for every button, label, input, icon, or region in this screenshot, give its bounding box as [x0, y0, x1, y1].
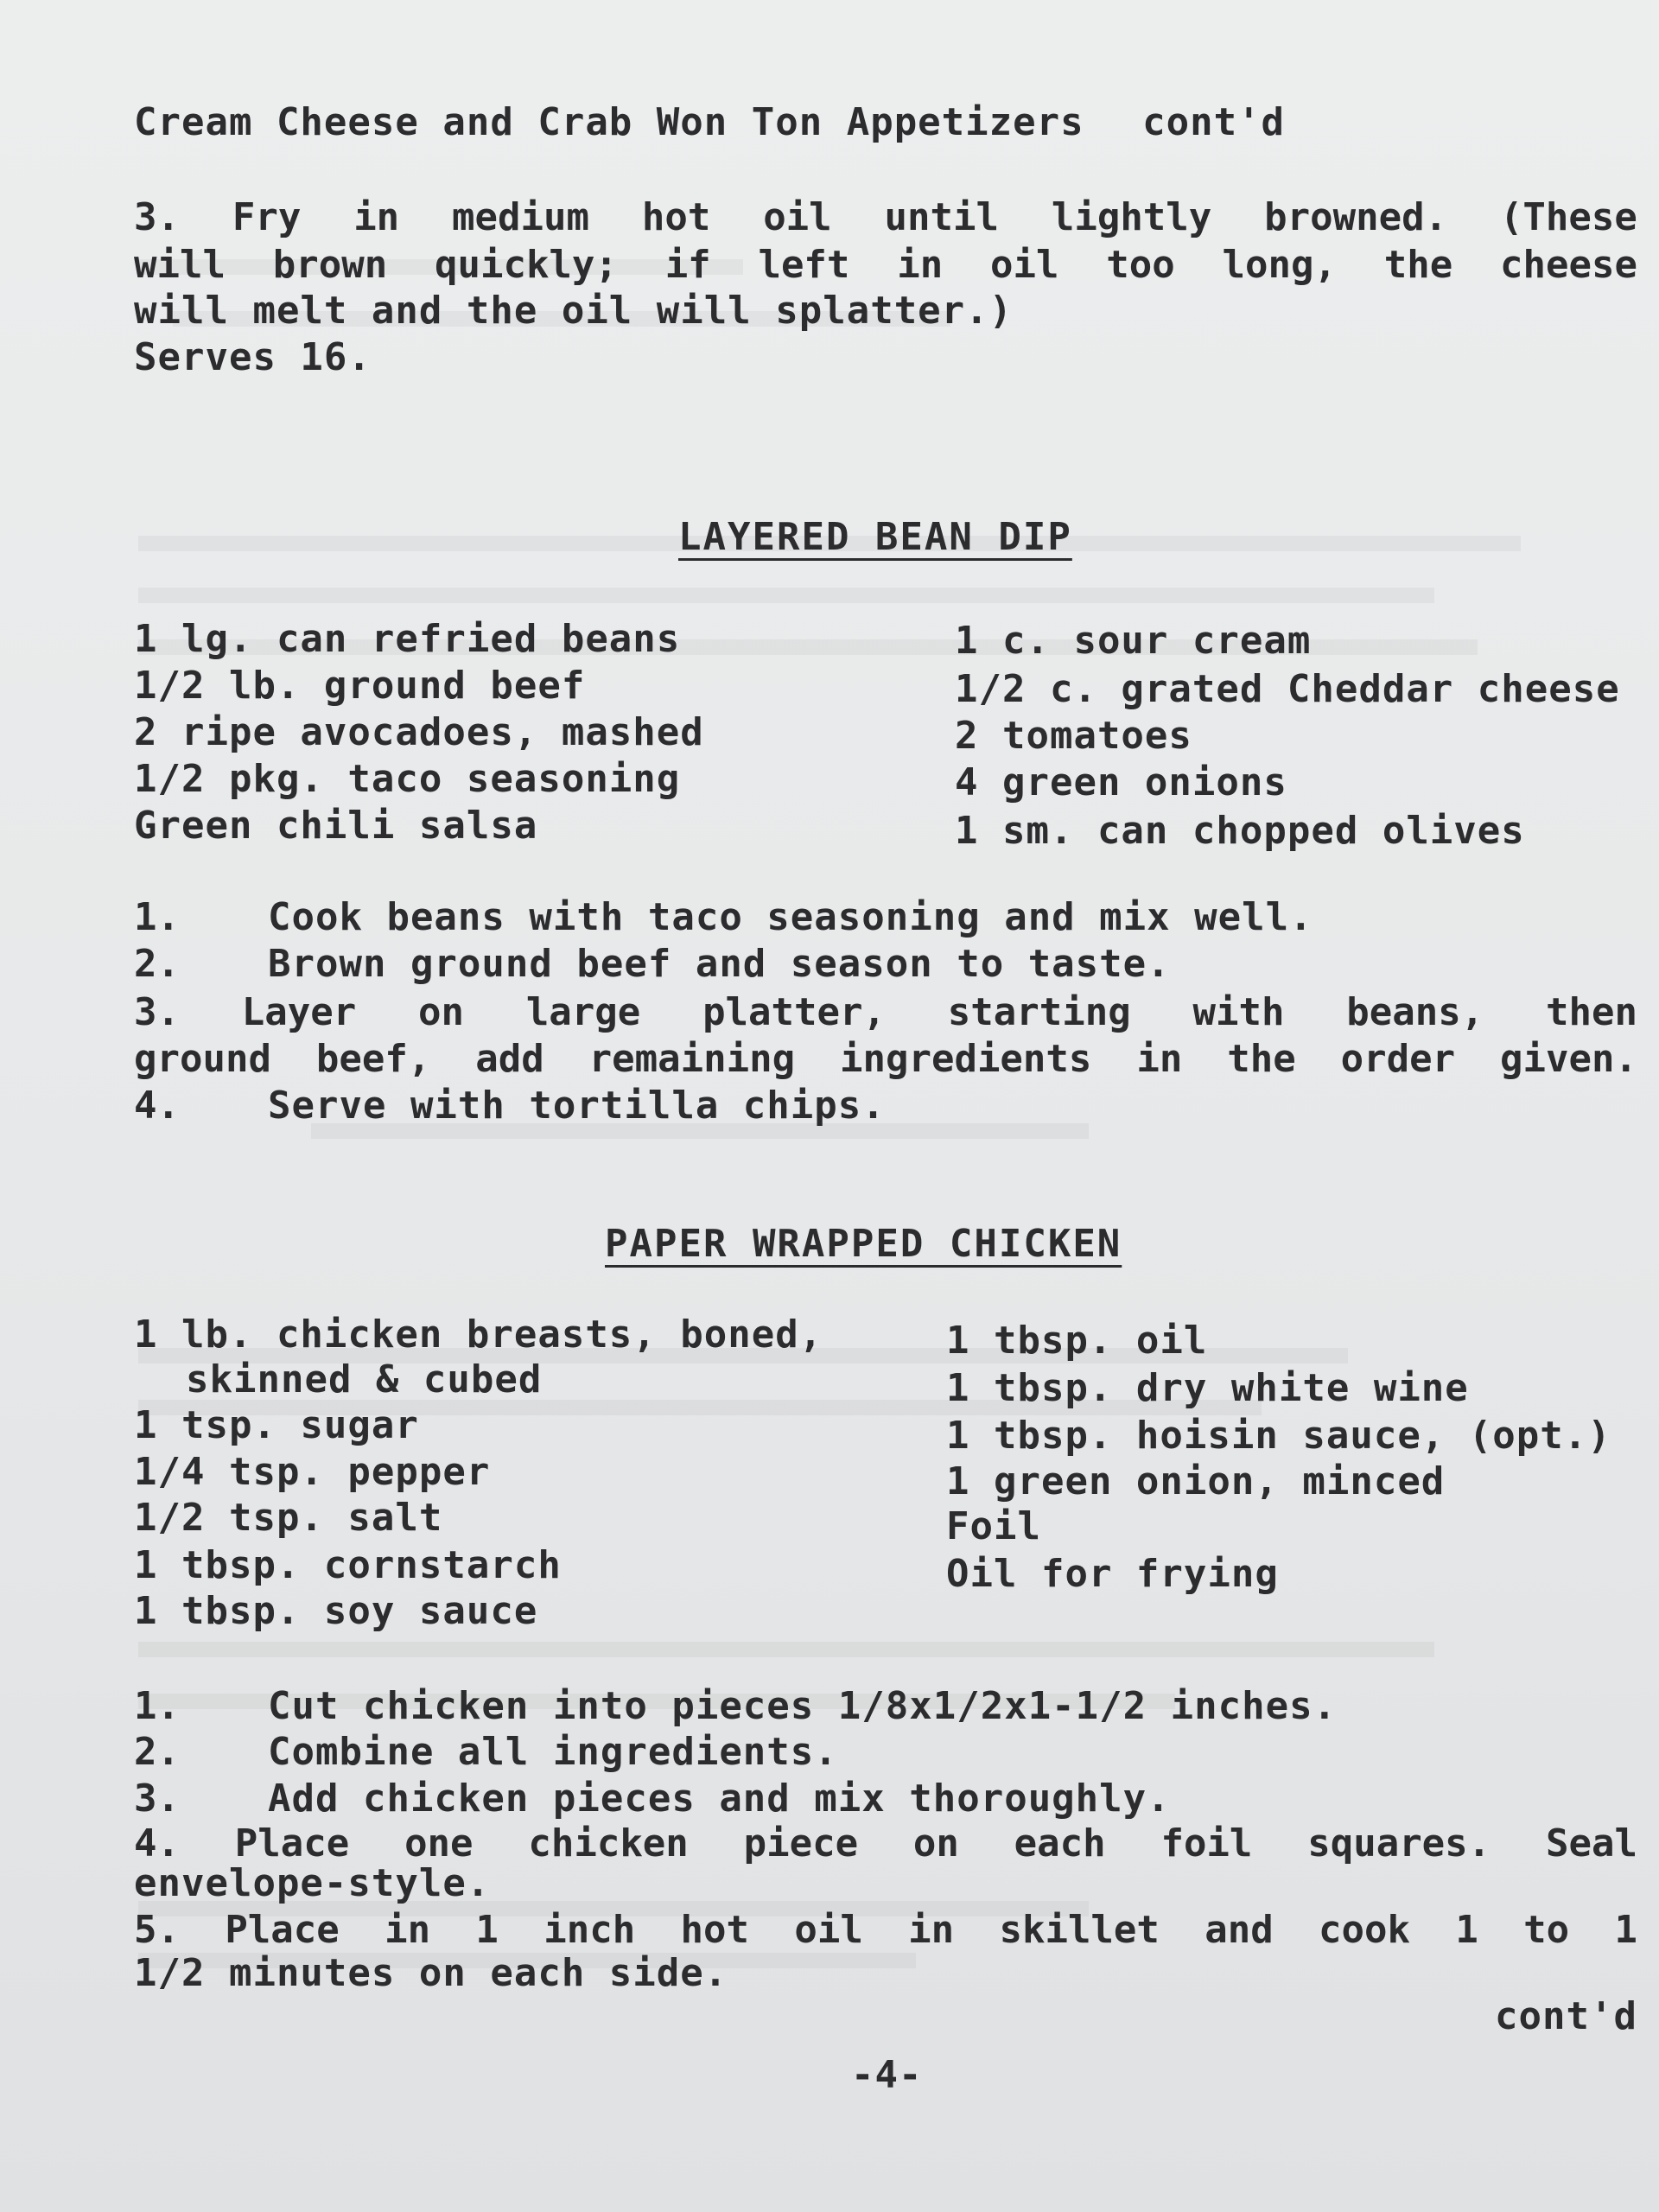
- word: add: [475, 1037, 544, 1081]
- step-text: Cook beans with taco seasoning and mix well.: [268, 895, 1313, 939]
- intro-step3-line2: [134, 243, 1637, 287]
- word: to: [1523, 1908, 1570, 1952]
- word: in: [385, 1908, 431, 1952]
- step5-line2: 1/2 minutes on each side.: [134, 1951, 728, 1995]
- intro-step3-line1: [134, 195, 1637, 239]
- ingredient: 2 tomatoes: [955, 714, 1192, 758]
- word: browned.: [1264, 195, 1448, 239]
- word: squares.: [1307, 1821, 1491, 1866]
- ingredient: Oil for frying: [946, 1552, 1279, 1596]
- word: inch: [543, 1908, 636, 1952]
- word: if: [664, 243, 711, 287]
- word: and: [1205, 1908, 1274, 1952]
- ingredient: 1 tbsp. soy sauce: [134, 1589, 538, 1633]
- word: ingredients: [840, 1037, 1092, 1081]
- word: order: [1340, 1037, 1456, 1081]
- word: with: [1192, 990, 1285, 1034]
- step-text: Brown ground beef and season to taste.: [268, 942, 1171, 986]
- intro-step3-line3: will melt and the oil will splatter.): [134, 289, 1014, 333]
- word: piece: [743, 1821, 859, 1866]
- word: foil: [1160, 1821, 1253, 1866]
- ingredient: 1 c. sour cream: [955, 619, 1312, 663]
- word: the: [1383, 243, 1453, 287]
- word: Fry: [232, 195, 302, 239]
- word: beef,: [315, 1037, 431, 1081]
- word: until: [884, 195, 999, 239]
- word: too: [1106, 243, 1175, 287]
- step4-line1: [134, 1821, 1637, 1866]
- word: in: [1136, 1037, 1183, 1081]
- ingredient: Foil: [946, 1504, 1041, 1548]
- word: in: [353, 195, 400, 239]
- step-number: 1.: [134, 1684, 180, 1728]
- word: oil: [763, 195, 832, 239]
- word: remaining: [588, 1037, 796, 1081]
- step-number: 4.: [134, 1084, 180, 1128]
- word: in: [897, 243, 944, 287]
- word: 1: [475, 1908, 499, 1952]
- word: chicken: [528, 1821, 689, 1866]
- step4-line2: envelope-style.: [134, 1861, 491, 1905]
- ingredient: 1 lb. chicken breasts, boned,: [134, 1313, 823, 1357]
- ingredient: 1 lg. can refried beans: [134, 617, 681, 661]
- word: given.: [1500, 1037, 1637, 1081]
- word: long,: [1222, 243, 1337, 287]
- bean-dip-title: LAYERED BEAN DIP: [678, 515, 1072, 559]
- chicken-title: PAPER WRAPPED CHICKEN: [605, 1222, 1122, 1266]
- word: cheese: [1500, 243, 1637, 287]
- header-title: Cream Cheese and Crab Won Ton Appetizers: [134, 100, 1084, 144]
- ingredient: 1 green onion, minced: [946, 1459, 1446, 1503]
- step3-line2: [134, 1037, 1637, 1081]
- word: the: [1227, 1037, 1296, 1081]
- ingredient: 1/2 c. grated Cheddar cheese: [955, 667, 1620, 711]
- step3-line1: [134, 990, 1637, 1034]
- word: large: [525, 990, 641, 1034]
- ingredient: skinned & cubed: [186, 1357, 543, 1402]
- ingredient: 2 ripe avocadoes, mashed: [134, 710, 704, 754]
- word: hot: [680, 1908, 750, 1952]
- word: starting: [947, 990, 1131, 1034]
- word: Seal: [1545, 1821, 1637, 1866]
- continued-recipe-title: [134, 100, 1286, 144]
- word: brown: [272, 243, 388, 287]
- word: lightly: [1051, 195, 1212, 239]
- step-number: 2.: [134, 1730, 180, 1774]
- ingredient: 4 green onions: [955, 760, 1287, 804]
- ingredient: 1 tbsp. dry white wine: [946, 1366, 1469, 1410]
- word: will: [134, 243, 226, 287]
- step-number: 4.: [134, 1821, 180, 1866]
- step-text: Cut chicken into pieces 1/8x1/2x1-1/2 inches.: [268, 1684, 1338, 1728]
- word: then: [1546, 990, 1637, 1034]
- word: skillet: [999, 1908, 1160, 1952]
- word: quickly;: [434, 243, 618, 287]
- word: Place: [234, 1821, 350, 1866]
- word: on: [418, 990, 465, 1034]
- ingredient: 1/2 lb. ground beef: [134, 664, 586, 708]
- step-number: 3.: [134, 990, 180, 1034]
- step-number: 5.: [134, 1908, 180, 1952]
- step-text: Add chicken pieces and mix thoroughly.: [268, 1777, 1171, 1821]
- ingredient: 1 tsp. sugar: [134, 1403, 419, 1447]
- step-number: 3.: [134, 195, 180, 239]
- footer-contd: cont'd: [1495, 1994, 1637, 2038]
- word: hot: [641, 195, 711, 239]
- word: oil: [989, 243, 1059, 287]
- ingredient: 1/2 tsp. salt: [134, 1496, 443, 1540]
- ingredient: 1/2 pkg. taco seasoning: [134, 757, 681, 801]
- page-number: -4-: [851, 2053, 923, 2097]
- word: Place: [225, 1908, 340, 1952]
- ingredient: 1 tbsp. cornstarch: [134, 1543, 562, 1587]
- header-contd: cont'd: [1142, 100, 1286, 144]
- step-number: 2.: [134, 942, 180, 986]
- word: 1: [1614, 1908, 1637, 1952]
- word: beans,: [1346, 990, 1484, 1034]
- step-number: 3.: [134, 1777, 180, 1821]
- step5-line1: [134, 1908, 1637, 1952]
- word: cook: [1319, 1908, 1411, 1952]
- ingredient: 1/4 tsp. pepper: [134, 1450, 491, 1494]
- word: oil: [794, 1908, 863, 1952]
- word: medium: [452, 195, 589, 239]
- word: one: [404, 1821, 474, 1866]
- word: (These: [1499, 195, 1637, 239]
- word: ground: [134, 1037, 271, 1081]
- step-text: Serve with tortilla chips.: [268, 1084, 886, 1128]
- word: left: [758, 243, 850, 287]
- word: each: [1014, 1821, 1106, 1866]
- ingredient: 1 sm. can chopped olives: [955, 809, 1525, 853]
- ingredient: Green chili salsa: [134, 804, 538, 848]
- word: on: [912, 1821, 959, 1866]
- serves-text: Serves 16.: [134, 335, 372, 379]
- word: platter,: [702, 990, 886, 1034]
- step-text: Combine all ingredients.: [268, 1730, 838, 1774]
- word: in: [908, 1908, 955, 1952]
- word: Layer: [241, 990, 357, 1034]
- word: 1: [1455, 1908, 1478, 1952]
- step-number: 1.: [134, 895, 180, 939]
- ingredient: 1 tbsp. oil: [946, 1319, 1208, 1363]
- ingredient: 1 tbsp. hoisin sauce, (opt.): [946, 1414, 1611, 1458]
